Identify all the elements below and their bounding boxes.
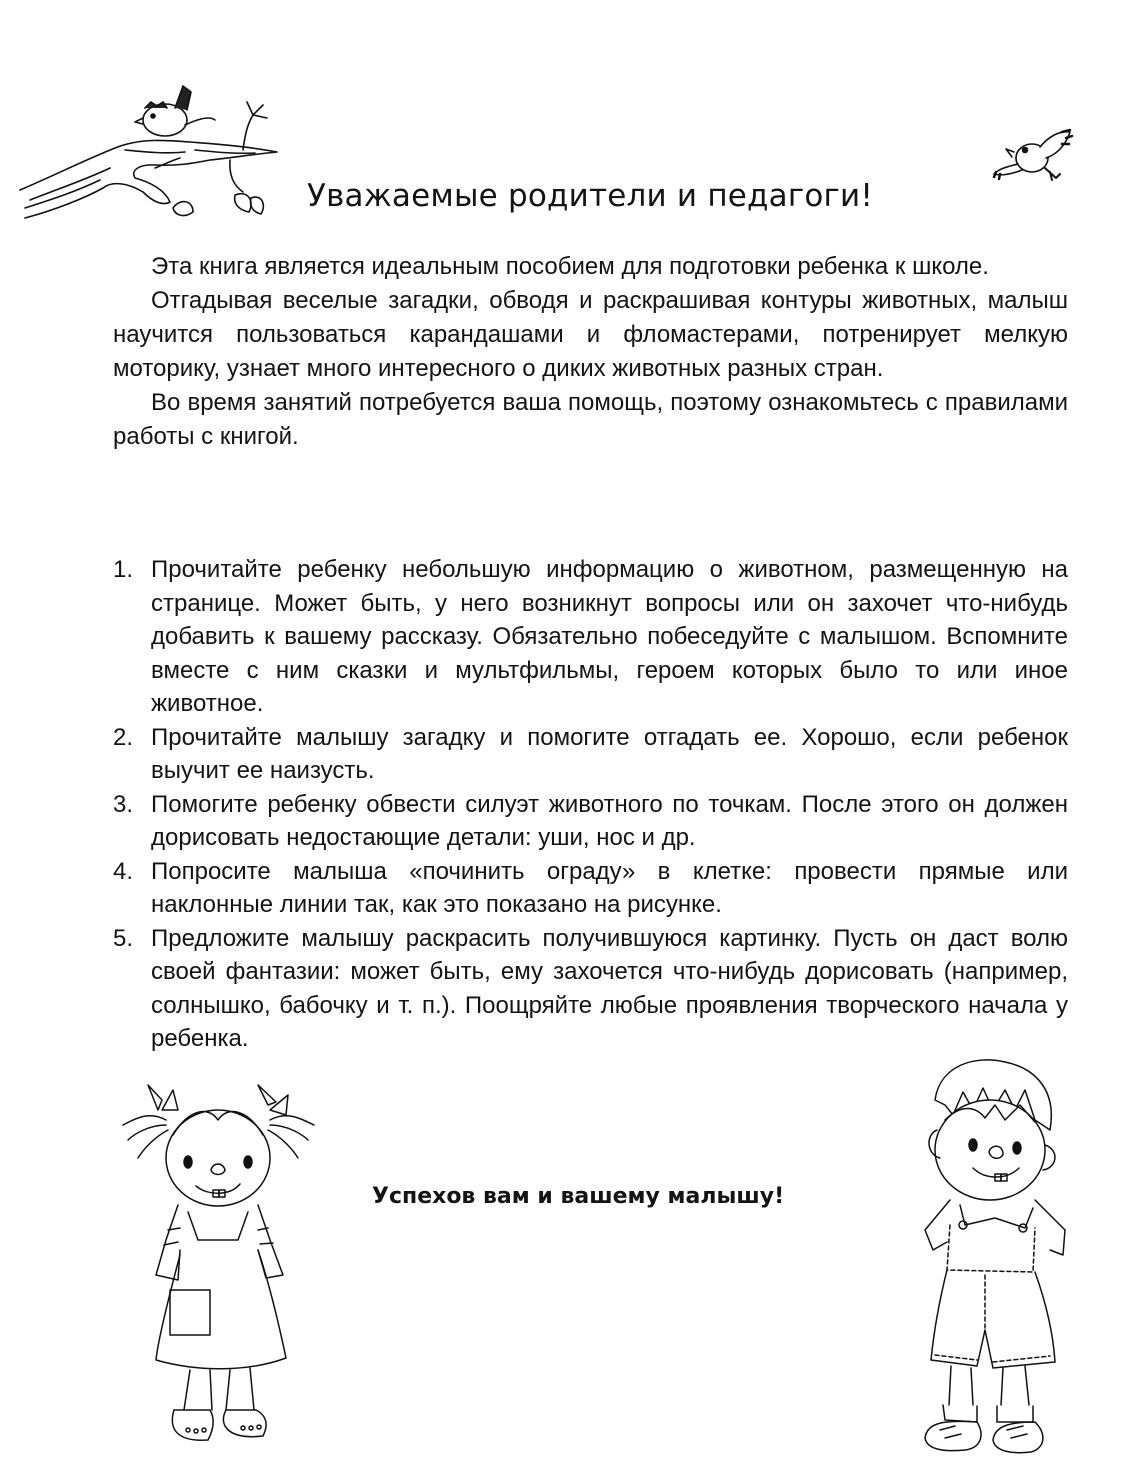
rule-item [113, 855, 1068, 922]
intro-paragraph: Во время занятий потребуется ваша помощь, поэтому ознакомьтесь с правилами работы с книгой. [113, 389, 1068, 450]
rule-item [113, 788, 1068, 855]
boy-illustration [885, 1050, 1080, 1460]
girl-illustration [118, 1080, 328, 1460]
rule-number: 4. [113, 857, 134, 885]
rule-text: Прочитайте малышу загадку и помогите отгадать ее. Хорошо, если ребенок выучит ее наизусть. [151, 723, 1068, 784]
intro-paragraph: Эта книга является идеальным пособием для подготовки ребенка к школе. [151, 253, 989, 280]
intro-text [113, 250, 1068, 454]
closing-message: Успехов вам и вашему малышу! [372, 1184, 785, 1209]
rule-item [113, 922, 1068, 1056]
rule-item [113, 553, 1068, 721]
page-title: Уважаемые родители и педагоги! [307, 178, 873, 214]
rule-number: 2. [113, 723, 134, 751]
rule-text: Попросите малыша «починить ограду» в клетке: провести прямые или наклонные линии так, как это показано на рисунке. [151, 857, 1068, 918]
intro-paragraph: Отгадывая веселые загадки, обводя и раскрашивая контуры животных, малыш научится пользоваться карандашами и фломастерами, потренирует мелкую моторику, узнает много интересного о диких животных разных стран. [113, 287, 1068, 382]
rule-number: 5. [113, 924, 134, 952]
rule-text: Помогите ребенку обвести силуэт животного по точкам. После этого он должен дорисовать недостающие детали: уши, нос и др. [151, 790, 1068, 851]
rules-list [113, 553, 1068, 1056]
rule-number: 1. [113, 556, 134, 583]
rule-number: 3. [113, 790, 134, 818]
rule-item [113, 721, 1068, 788]
rule-text: Предложите малышу раскрасить получившуюся картинку. Пусть он даст волю своей фантазии: может быть, ему захочется что-нибудь дорисовать (например, солнышко, бабочку и т. п.). Поощряйте любые проявления творческого начала у ребенка. [151, 924, 1068, 1052]
rule-text: Прочитайте ребенку небольшую информацию о животном, размещенную на странице. Может быть, у него возникнут вопросы или он захочет что-нибудь добавить к вашему рассказу. Обязательно побеседуйте с малышом. Вспомните вместе с ним сказки и мультфильмы, героем которых было то или иное животное. [151, 556, 1068, 717]
